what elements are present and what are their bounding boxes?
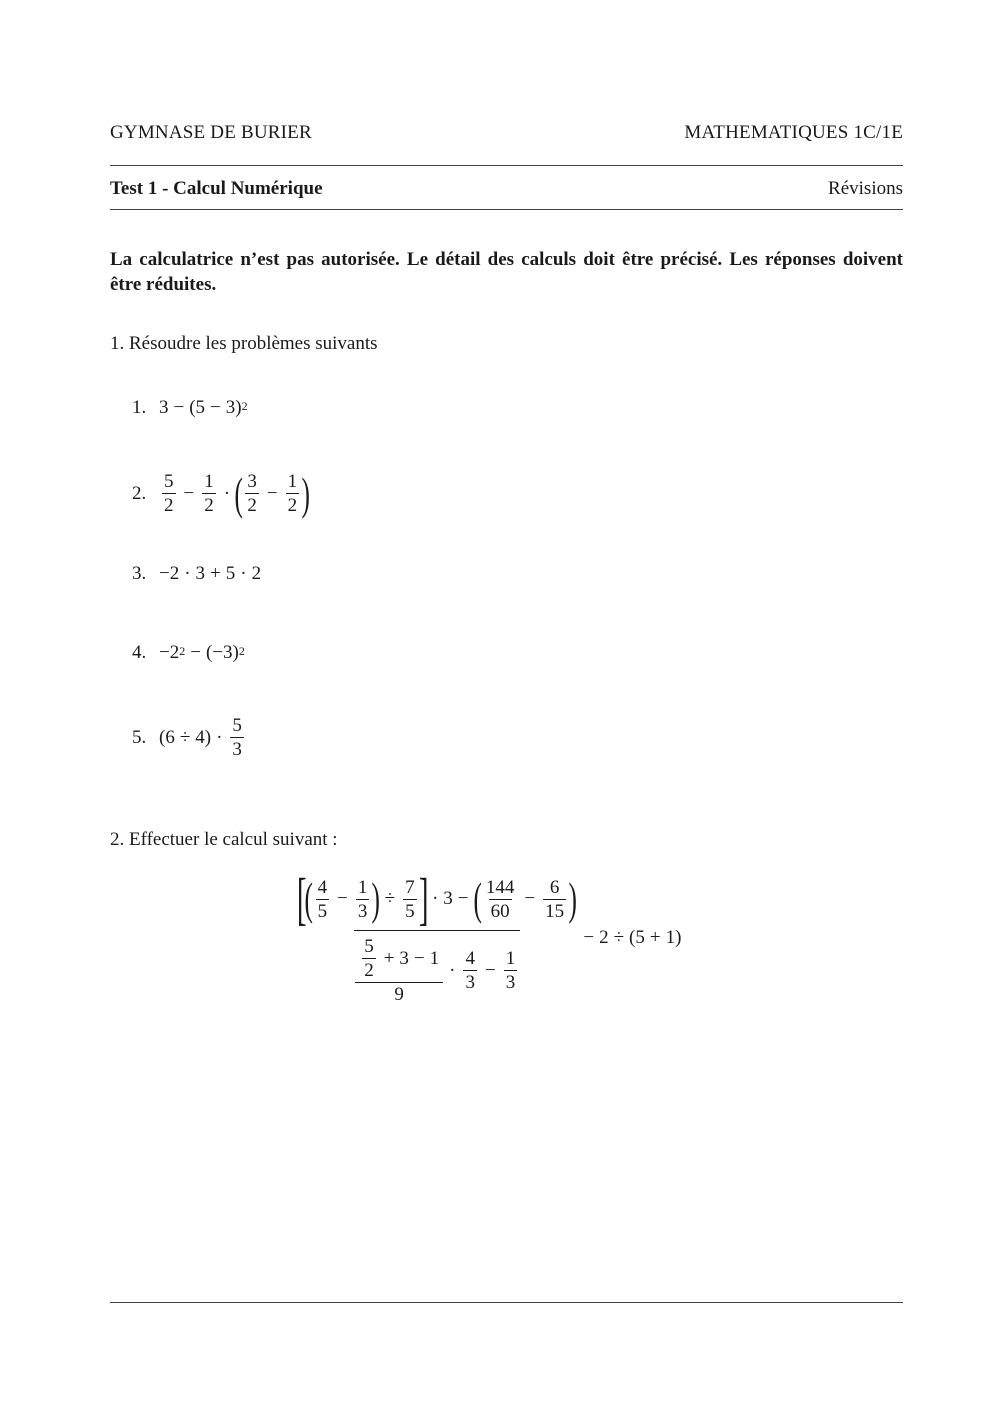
instructions: La calculatrice n’est pas autorisée. Le détail des calculs doit être précisé. Les réponses doivent être réduites.	[110, 249, 903, 295]
math-expression: 3 − (5 − 3) $^2$	[159, 397, 248, 418]
exercise1-item-1	[132, 397, 248, 419]
main-denominator: $\frac{5}{2}$ + 3 − 1 9 · $\frac{4}{3}$ − $\frac{1}{3}$	[354, 930, 520, 1006]
exercise1-item-3	[132, 563, 261, 585]
math-expression: (6 ÷ 4) · $\frac{5}{3}$	[159, 715, 242, 760]
exercise1-item-4	[132, 642, 245, 664]
exercise1-item-5	[132, 714, 247, 761]
item-number: 3.	[132, 563, 147, 584]
exercise2-prompt: 2. Effectuer le calcul suivant :	[110, 829, 338, 850]
item-number: 2.	[132, 482, 147, 504]
page-header	[110, 122, 903, 144]
main-fraction	[296, 866, 578, 1006]
math-expression: −2 $^2$ − (−3) $^2$	[159, 642, 245, 663]
test-subheader	[110, 178, 903, 200]
math-expression: $\frac{5}{2}$ − $\frac{1}{2}$ · ( $\frac{3}{2}$ − $\frac{1}{2}$ )	[164, 467, 310, 519]
test-title: Test 1 - Calcul Numérique	[110, 178, 323, 199]
subheader-rule	[110, 209, 903, 210]
item-number: 5.	[132, 726, 147, 748]
math-expression: −2 · 3 + 5 · 2	[159, 563, 262, 584]
school-name: GYMNASE DE BURIER	[110, 122, 312, 143]
header-rule	[110, 165, 903, 166]
item-number: 1.	[132, 397, 147, 418]
course-name: MATHEMATIQUES 1C/1E	[684, 122, 903, 143]
item-number: 4.	[132, 642, 147, 663]
main-numerator: [ ( $\frac{4}{5}$ − $\frac{1}{3}$ ) ÷ $\frac{7}{5}$ ] · 3 − ( $\frac{144}{60}$ − $\frac{6}{15}$ )	[296, 866, 577, 931]
exercise1-item-2	[132, 467, 310, 519]
test-tag: Révisions	[828, 178, 903, 199]
footer-rule	[110, 1302, 903, 1303]
exercise1-prompt: 1. Résoudre les problèmes suivants	[110, 333, 378, 354]
exercise2-expression: [ ( $\frac{4}{5}$ − $\frac{1}{3}$ ) ÷ $\frac{7}{5}$ ] · 3 − ( $\frac{144}{60}$ − $\frac{6}{15}$ ) $\frac{5}{2}$ + 3 − 1 9 · $\frac{4}{3}$ − $\frac{1}{3}$ − 2 ÷ (5 + 1)	[296, 866, 682, 1005]
exam-page	[110, 0, 903, 1415]
